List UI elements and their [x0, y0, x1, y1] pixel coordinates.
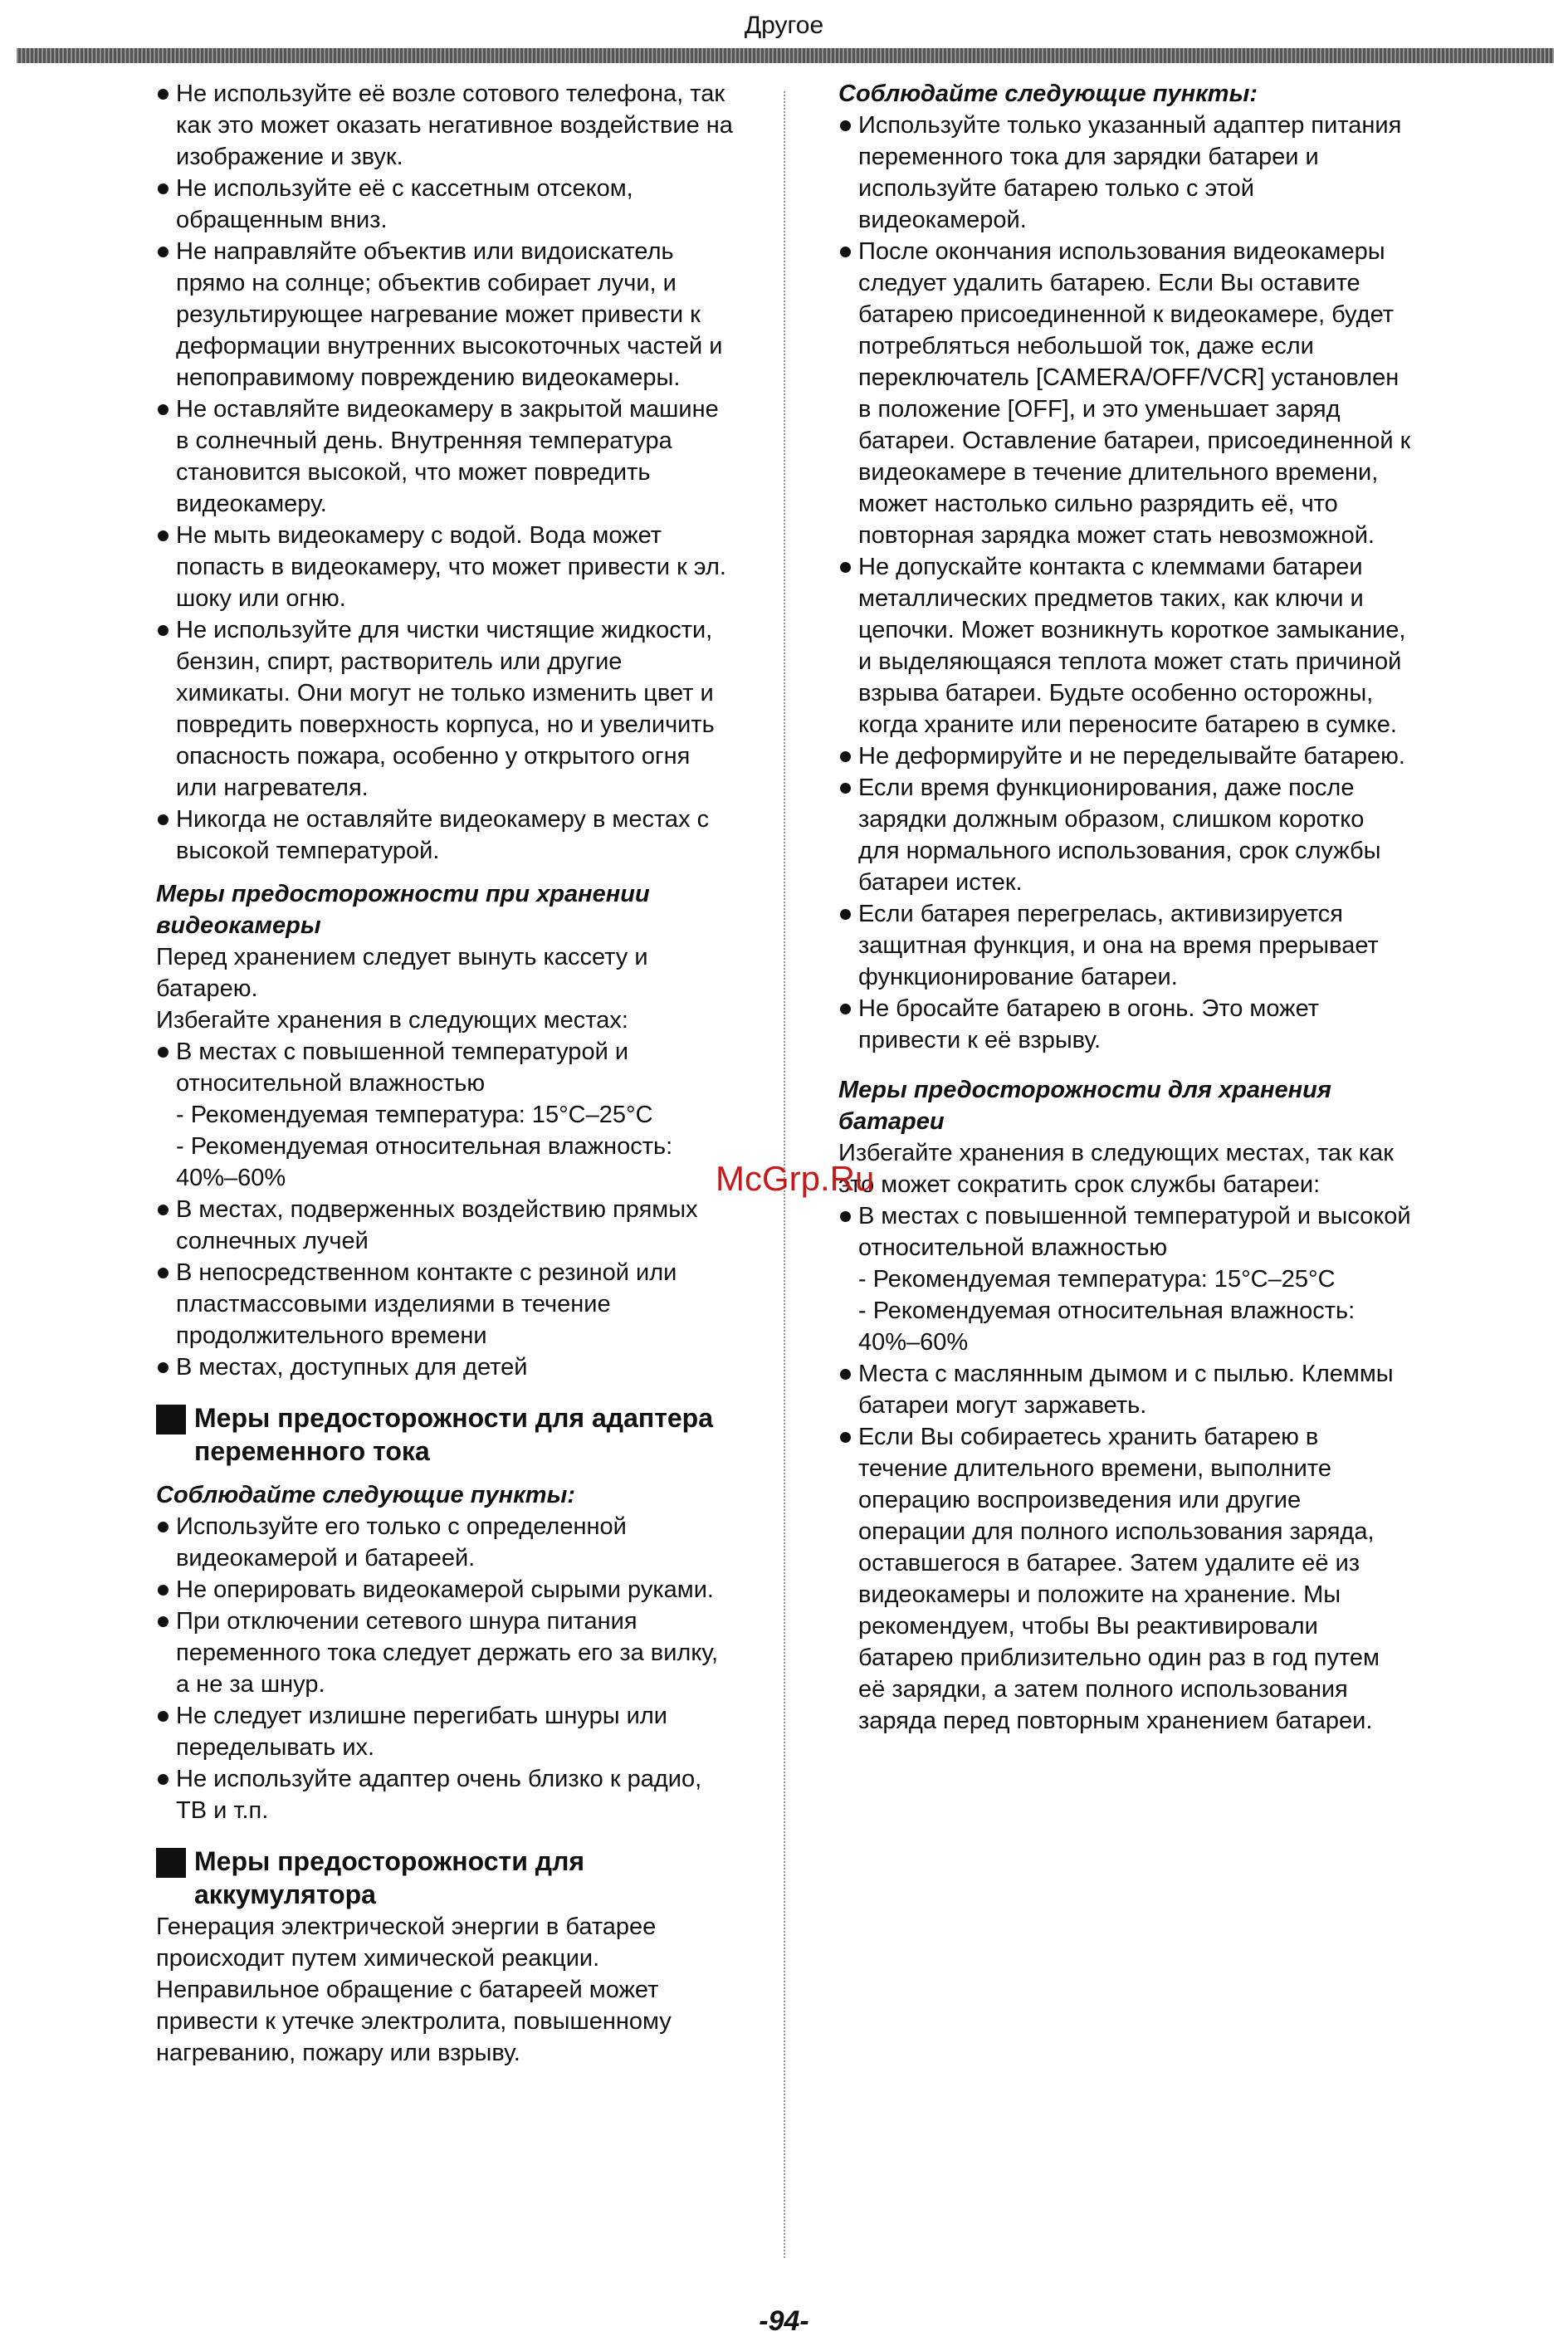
- list-item: Не следует излишне перегибать шнуры или переделывать их.: [156, 1700, 737, 1763]
- camera-storage-list: [156, 1036, 737, 1099]
- list-item: Если время функционирования, даже после зарядки должным образом, слишком коротко для нормального использования, срок службы батареи истек.: [838, 772, 1411, 898]
- watermark: McGrp.Ru: [716, 1159, 875, 1198]
- list-item: Не деформируйте и не переделывайте батарею.: [838, 740, 1411, 772]
- battery-rules-list: [838, 110, 1411, 1056]
- recommended-temperature: - Рекомендуемая температура: 15°C–25°C: [858, 1266, 1336, 1293]
- list-item: [156, 1036, 737, 1099]
- section-title: Другое: [744, 12, 824, 39]
- recommended-humidity: - Рекомендуемая относительная влажность: 40%–60%: [858, 1298, 1356, 1356]
- camera-storage-list-cont: [156, 1194, 737, 1383]
- list-item: Не используйте адаптер очень близко к радио, ТВ и т.п.: [156, 1763, 737, 1826]
- battery-storage-intro: Избегайте хранения в следующих местах, так как это может сократить срок службы батареи:: [838, 1140, 1394, 1198]
- list-item: В местах, подверженных воздействию прямых солнечных лучей: [156, 1194, 737, 1257]
- list-item: Не оставляйте видеокамеру в закрытой машине в солнечный день. Внутренняя температура становится высокой, что может повредить видеокамеру.: [156, 393, 737, 520]
- list-item: Используйте только указанный адаптер питания переменного тока для зарядки батареи и используйте батарею только с этой видеокамерой.: [838, 110, 1411, 236]
- adapter-list: [156, 1511, 737, 1826]
- list-item: Не используйте для чистки чистящие жидкости, бензин, спирт, растворитель или другие химикаты. Они могут не только изменить цвет и повредить поверхность корпуса, но и увеличить опасность пожара, особенно у открытого огня или нагревателя.: [156, 614, 737, 804]
- usage-precautions-list: [156, 78, 737, 867]
- list-item: При отключении сетевого шнура питания переменного тока следует держать его за вилку, а не за шнур.: [156, 1606, 737, 1700]
- battery-body: Генерация электрической энергии в батарее происходит путем химической реакции. Неправильное обращение с батареей может привести к утечке электролита, повышенному нагреванию, пожару или взрыву.: [156, 1913, 672, 2066]
- list-item: Не оперировать видеокамерой сырыми руками.: [156, 1574, 737, 1606]
- list-item: Не допускайте контакта с клеммами батареи металлических предметов таких, как ключи и цепочки. Может возникнуть короткое замыкание, и выделяющаяся теплота может стать причиной взрыва батареи. Будьте особенно осторожны, когда храните или переносите батарею в сумке.: [838, 551, 1411, 740]
- list-item: В местах, доступных для детей: [156, 1351, 737, 1383]
- left-column: [156, 78, 737, 2069]
- camera-storage-intro: Перед хранением следует вынуть кассету и батарею.: [156, 944, 648, 1002]
- right-column: [838, 78, 1411, 1737]
- adapter-subheading: Соблюдайте следующие пункты:: [156, 1482, 576, 1508]
- list-item: Места с маслянным дымом и с пылью. Клеммы батареи могут заржаветь.: [838, 1358, 1411, 1421]
- list-item: Если батарея перегрелась, активизируется защитная функция, и она на время прерывает функционирование батареи.: [838, 898, 1411, 993]
- list-item-text: В местах с повышенной температурой и относительной влажностью: [176, 1039, 629, 1097]
- header-rule: [17, 48, 1554, 63]
- list-item: После окончания использования видеокамеры следует удалить батарею. Если Вы оставите батарею присоединенной к видеокамере, будет потребляться небольшой ток, даже если переключатель [CAMERA/OFF/VCR] установлен в положение [OFF], и это уменьшает заряд батареи. Оставление батареи, присоединенной к видеокамере в течение длительного времени, может настолько сильно разрядить её, что повторная зарядка может стать невозможной.: [838, 236, 1411, 551]
- battery-section-heading: [156, 1845, 737, 1911]
- list-item: Не бросайте батарею в огонь. Это может привести к её взрыву.: [838, 993, 1411, 1056]
- battery-storage-list-cont: [838, 1358, 1411, 1737]
- list-item: Если Вы собираетесь хранить батарею в течение длительного времени, выполните операцию воспроизведения или другие операции для полного использования заряда, оставшегося в батарее. Затем удалите её из видеокамеры и положите на хранение. Мы рекомендуем, чтобы Вы реактивировали батарею приблизительно один раз в год путем её зарядки, а затем полного использования заряда перед повторным хранением батареи.: [838, 1421, 1411, 1737]
- section-square-icon: [156, 1405, 186, 1434]
- recommended-temperature: - Рекомендуемая температура: 15°C–25°C: [176, 1102, 653, 1128]
- camera-storage-avoid: Избегайте хранения в следующих местах:: [156, 1007, 628, 1034]
- list-item: Не используйте её с кассетным отсеком, обращенным вниз.: [156, 173, 737, 236]
- page-number: -94-: [759, 2305, 809, 2337]
- battery-storage-heading: Меры предосторожности для хранения батареи: [838, 1077, 1331, 1135]
- recommended-humidity: - Рекомендуемая относительная влажность: 40%–60%: [176, 1133, 673, 1191]
- list-item: Никогда не оставляйте видеокамеру в местах с высокой температурой.: [156, 804, 737, 867]
- section-square-icon: [156, 1848, 186, 1878]
- list-item: В непосредственном контакте с резиной или пластмассовыми изделиями в течение продолжительного времени: [156, 1257, 737, 1351]
- list-item: Не мыть видеокамеру с водой. Вода может попасть в видеокамеру, что может привести к эл. шоку или огню.: [156, 520, 737, 614]
- list-item: Не направляйте объектив или видоискатель прямо на солнце; объектив собирает лучи, и результирующее нагревание может привести к деформации внутренних высокоточных частей и непоправимому повреждению видеокамеры.: [156, 236, 737, 393]
- list-item: Используйте его только с определенной видеокамерой и батареей.: [156, 1511, 737, 1574]
- battery-rules-subheading: Соблюдайте следующие пункты:: [838, 81, 1258, 107]
- list-item: В местах с повышенной температурой и высокой относительной влажностью: [838, 1200, 1411, 1263]
- adapter-heading-text: Меры предосторожности для адаптера переменного тока: [194, 1403, 714, 1466]
- adapter-section-heading: [156, 1401, 737, 1468]
- battery-heading-text: Меры предосторожности для аккумулятора: [194, 1846, 585, 1909]
- list-item: Не используйте её возле сотового телефона, так как это может оказать негативное воздействие на изображение и звук.: [156, 78, 737, 173]
- camera-storage-heading: Меры предосторожности при хранении видеокамеры: [156, 881, 650, 939]
- battery-storage-list: [838, 1200, 1411, 1263]
